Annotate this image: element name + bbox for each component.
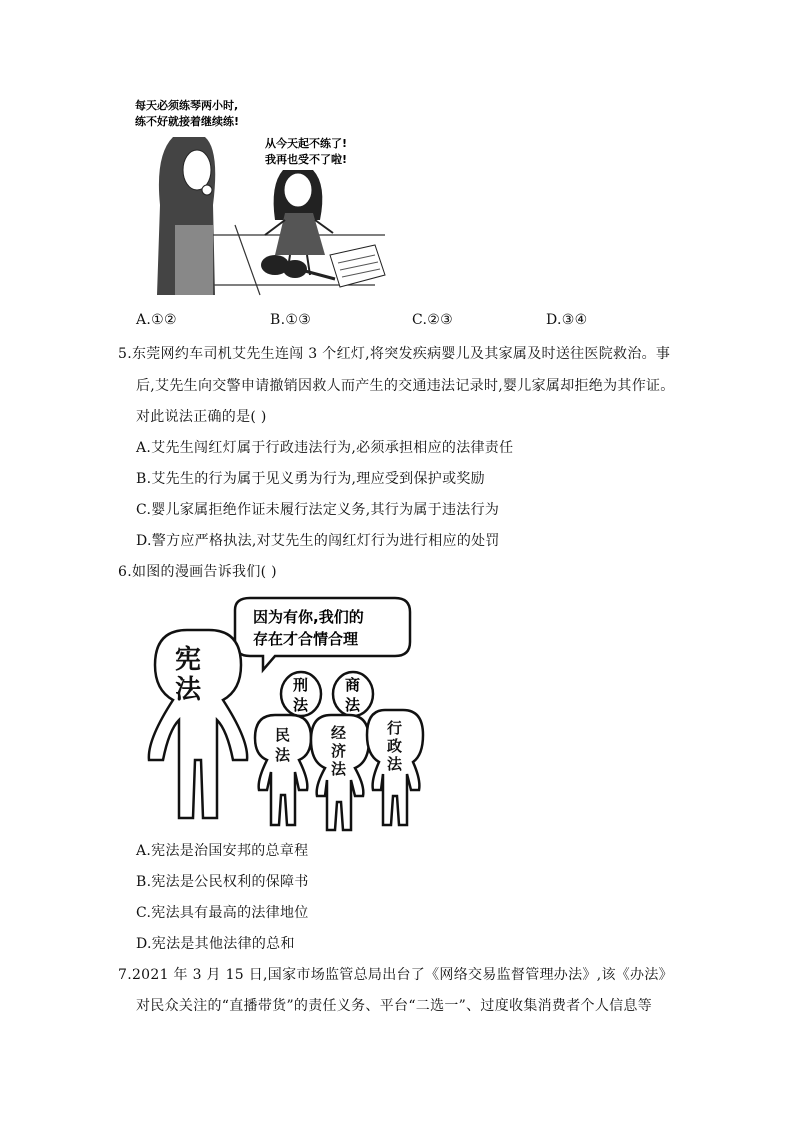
girl-speech-line-1: 从今天起不练了! — [265, 137, 348, 150]
economic-law-char-1: 经 — [331, 724, 347, 742]
q7-stem-line-1: 7.2021 年 3 月 15 日,国家市场监管总局出台了《网络交易监督管理办法》,该《办法》 — [118, 967, 673, 983]
constitution-figure — [149, 630, 247, 818]
q5-option-d[interactable]: D.警方应严格执法,对艾先生的闯红灯行为进行相应的处罚 — [136, 533, 500, 549]
q6-option-b[interactable]: B.宪法是公民权利的保障书 — [136, 874, 309, 890]
commercial-law-char-2: 法 — [345, 696, 361, 714]
q7-stem-line-2: 对民众关注的“直播带货”的责任义务、平台“二选一”、过度收集消费者个人信息等 — [136, 998, 653, 1014]
administrative-law-char-2: 政 — [387, 737, 403, 755]
violin-icon — [261, 255, 335, 279]
bubble-line-2: 存在才合情合理 — [253, 630, 359, 648]
mother-speech-line-2: 练不好就接着继续练! — [135, 115, 240, 128]
economic-law-figure — [311, 715, 369, 830]
economic-law-char-2: 济 — [331, 742, 347, 760]
q4-option-c[interactable]: C.②③ — [412, 312, 453, 328]
criminal-law-char-2: 法 — [293, 696, 309, 714]
q4-option-a[interactable]: A.①② — [136, 312, 177, 328]
commercial-law-figure — [333, 672, 373, 716]
q5-option-a[interactable]: A.艾先生闯红灯属于行政违法行为,必须承担相应的法律责任 — [136, 440, 514, 456]
q5-option-b[interactable]: B.艾先生的行为属于见义勇为行为,理应受到保护或奖励 — [136, 471, 485, 487]
civil-law-char-1: 民 — [275, 726, 291, 744]
q6-option-a[interactable]: A.宪法是治国安邦的总章程 — [136, 843, 309, 859]
civil-law-figure — [255, 715, 311, 825]
civil-law-char-2: 法 — [275, 746, 291, 764]
criminal-law-char-1: 刑 — [293, 676, 309, 694]
mother-speech-line-1: 每天必须练琴两小时, — [135, 99, 239, 112]
piano-practice-cartoon — [135, 95, 395, 305]
q5-stem-line-2: 后,艾先生向交警申请撤销因救人而产生的交通违法记录时,婴儿家属却拒绝为其作证。 — [136, 378, 675, 394]
q5-stem-line-1: 5.东莞网约车司机艾先生连闯 3 个红灯,将突发疾病婴儿及其家属及时送往医院救治。事 — [118, 346, 671, 362]
constitution-cartoon — [135, 590, 425, 835]
commercial-law-char-1: 商 — [345, 676, 361, 694]
bubble-line-1: 因为有你,我们的 — [253, 608, 364, 626]
speech-bubble — [235, 598, 410, 670]
administrative-law-figure — [367, 710, 423, 825]
q4-option-b[interactable]: B.①③ — [270, 312, 312, 328]
q4-option-d[interactable]: D.③④ — [546, 312, 588, 328]
mother-figure — [157, 137, 215, 295]
criminal-law-figure — [281, 672, 321, 716]
q6-stem: 6.如图的漫画告诉我们( ) — [118, 564, 277, 580]
q6-option-c[interactable]: C.宪法具有最高的法律地位 — [136, 905, 309, 921]
economic-law-char-3: 法 — [331, 760, 347, 778]
q5-option-c[interactable]: C.婴儿家属拒绝作证未履行法定义务,其行为属于违法行为 — [136, 502, 500, 518]
q5-stem-line-3: 对此说法正确的是( ) — [136, 409, 267, 425]
q6-option-d[interactable]: D.宪法是其他法律的总和 — [136, 936, 295, 952]
big-figure-char-2: 法 — [175, 675, 202, 705]
sheet-music-icon — [330, 245, 385, 287]
girl-speech-line-2: 我再也受不了啦! — [265, 153, 348, 166]
administrative-law-char-3: 法 — [387, 755, 403, 773]
administrative-law-char-1: 行 — [387, 719, 403, 737]
big-figure-char-1: 宪 — [175, 645, 202, 675]
